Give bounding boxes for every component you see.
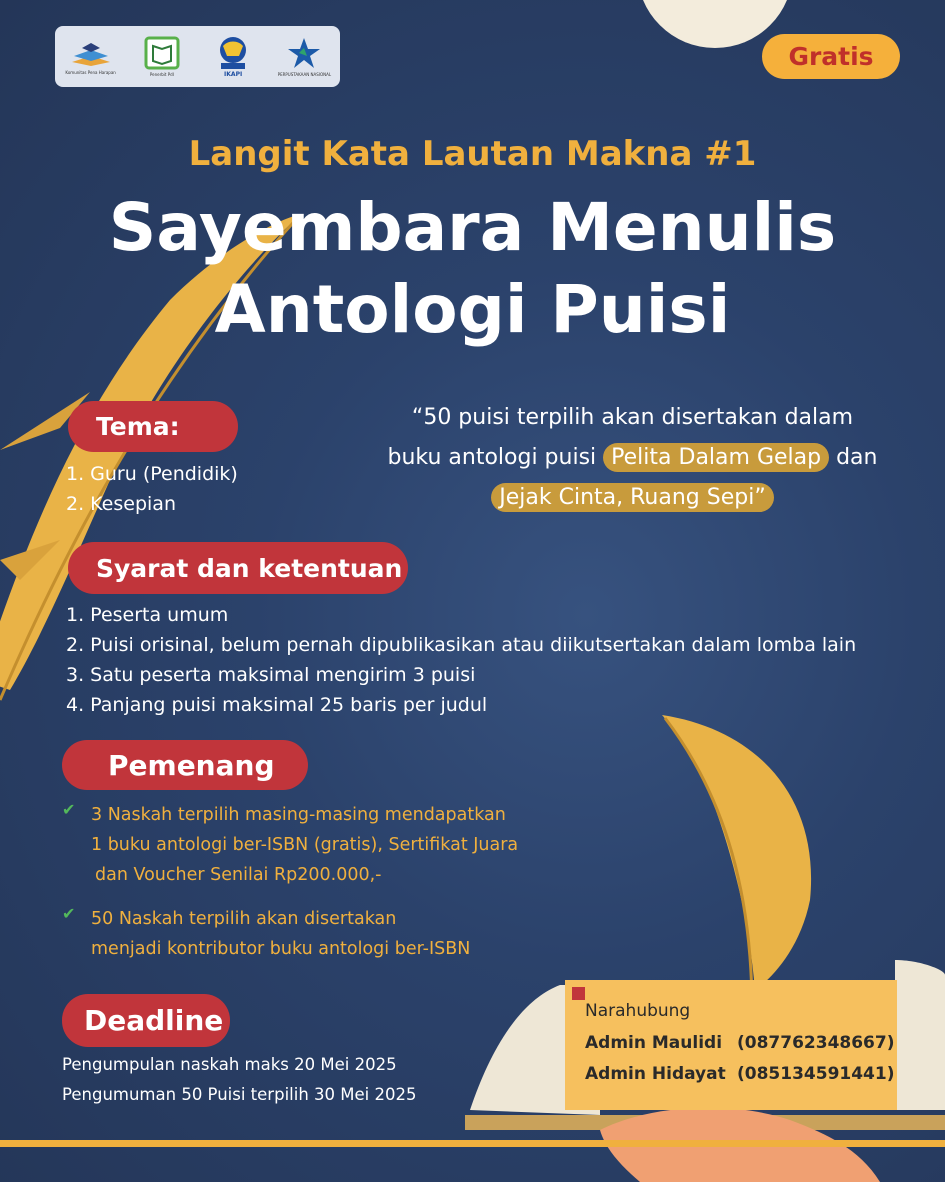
contact-name: Admin Hidayat bbox=[585, 1064, 726, 1084]
contact-card bbox=[565, 980, 897, 1110]
list-item: 4. Panjang puisi maksimal 25 baris per judul bbox=[66, 694, 488, 716]
quote-line2-prefix: buku antologi puisi bbox=[387, 445, 597, 470]
list-item: 2. Kesepian bbox=[66, 493, 176, 515]
contact-name: Admin Maulidi bbox=[585, 1033, 723, 1053]
check-icon: ✔ bbox=[62, 800, 76, 819]
prize-text: 1 buku antologi ber-ISBN (gratis), Sertifikat Juara bbox=[91, 835, 519, 855]
syarat-label: Syarat dan ketentuan bbox=[68, 542, 408, 594]
free-badge: Gratis bbox=[762, 34, 900, 79]
bottom-accent-line bbox=[0, 1140, 945, 1147]
deadline-label: Deadline bbox=[62, 994, 230, 1047]
book-title-highlight-1: Pelita Dalam Gelap bbox=[603, 443, 829, 472]
deadline-line: Pengumuman 50 Puisi terpilih 30 Mei 2025 bbox=[62, 1085, 417, 1104]
pemenang-label: Pemenang bbox=[62, 740, 308, 790]
star-icon bbox=[284, 36, 324, 70]
publisher-logo-text: Penerbit PdI bbox=[149, 72, 174, 77]
tema-label: Tema: bbox=[68, 401, 238, 452]
book-title-highlight-2: Jejak Cinta, Ruang Sepi” bbox=[491, 483, 773, 512]
open-book-frame-icon bbox=[144, 36, 180, 70]
prize-item-2 bbox=[62, 904, 470, 964]
check-icon: ✔ bbox=[62, 904, 76, 923]
list-item: 3. Satu peserta maksimal mengirim 3 puisi bbox=[66, 664, 476, 686]
community-logo bbox=[58, 38, 124, 75]
contact-phone[interactable]: (087762348667) bbox=[737, 1033, 895, 1053]
list-item: 1. Guru (Pendidik) bbox=[66, 463, 238, 485]
perpusnas-logo bbox=[271, 36, 337, 77]
deadline-list bbox=[62, 1050, 416, 1110]
ikapi-emblem-icon bbox=[213, 36, 253, 70]
page-title-line2: Antologi Puisi bbox=[214, 271, 731, 348]
prize-text: menjadi kontributor buku antologi ber-ISBN bbox=[91, 939, 471, 959]
event-subtitle: Langit Kata Lautan Makna #1 bbox=[188, 134, 757, 174]
community-logo-text: Komunitas Pena Harapan bbox=[65, 70, 116, 75]
publisher-logo bbox=[129, 36, 195, 77]
page-title-line1: Sayembara Menulis bbox=[108, 189, 837, 266]
tema-list bbox=[66, 459, 238, 519]
prize-item-1 bbox=[62, 800, 518, 890]
list-item: 2. Puisi orisinal, belum pernah dipublikasikan atau diikutsertakan dalam lomba lain bbox=[66, 634, 857, 656]
book-stack-icon bbox=[68, 38, 114, 68]
quote-line2 bbox=[360, 438, 905, 478]
right-feather-icon bbox=[662, 715, 811, 990]
bullet-icon bbox=[572, 987, 585, 1000]
quote-line1: “50 puisi terpilih akan disertakan dalam bbox=[411, 405, 854, 430]
contact-row bbox=[585, 1028, 897, 1059]
ikapi-logo bbox=[200, 36, 266, 77]
ikapi-logo-text: IKAPI bbox=[224, 71, 243, 78]
quote-line2-suffix: dan bbox=[836, 445, 878, 470]
contact-title: Narahubung bbox=[585, 1001, 691, 1021]
perpusnas-logo-text: PERPUSTAKAAN NASIONAL bbox=[277, 72, 332, 77]
prize-text: 3 Naskah terpilih masing-masing mendapatkan bbox=[91, 805, 506, 825]
list-item: 1. Peserta umum bbox=[66, 604, 229, 626]
deadline-line: Pengumpulan naskah maks 20 Mei 2025 bbox=[62, 1055, 397, 1074]
syarat-list bbox=[66, 600, 856, 720]
contact-row bbox=[585, 1059, 897, 1090]
contact-phone[interactable]: (085134591441) bbox=[737, 1064, 895, 1084]
logo-bar bbox=[55, 26, 340, 87]
prize-text: dan Voucher Senilai Rp200.000,- bbox=[95, 865, 382, 885]
quote-line3 bbox=[360, 478, 905, 518]
prize-text: 50 Naskah terpilih akan disertakan bbox=[91, 909, 397, 929]
quote-block bbox=[360, 398, 905, 518]
